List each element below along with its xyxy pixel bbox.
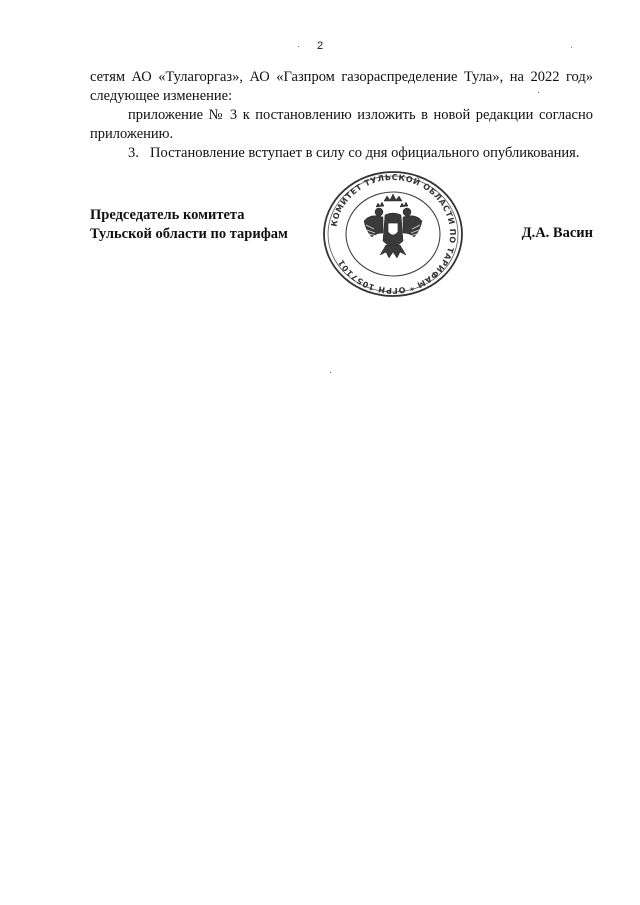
seal-ring-text: КОМИТЕТ ТУЛЬСКОЙ ОБЛАСТИ ПО ТАРИФАМ * ОГРН 1057101 <box>329 172 458 296</box>
scan-speck <box>571 47 572 48</box>
item-number: 3. <box>128 145 139 161</box>
scan-speck <box>330 372 331 373</box>
item-text: Постановление вступает в силу со дня официального опубликования. <box>150 145 580 161</box>
scan-speck <box>298 46 299 47</box>
numbered-item-3 <box>90 144 593 163</box>
signatory-title-line-1: Председатель комитета <box>90 207 245 223</box>
body-line-1: сетям АО «Тулагоргаз», АО «Газпром газораспределение Тула», на 2022 год» <box>90 69 593 85</box>
page-number: 2 <box>316 40 324 52</box>
body-line-2: следующее изменение: <box>90 88 233 104</box>
signatory-title-line-2: Тульской области по тарифам <box>90 226 288 242</box>
signatory-title <box>90 206 288 244</box>
body-paragraph-1: приложение № 3 к постановлению изложить в новой редакции согласно приложению. <box>90 107 593 142</box>
double-headed-eagle-emblem-icon <box>364 194 422 258</box>
signatory-name: Д.А. Васин <box>521 225 593 241</box>
document-body <box>90 68 593 163</box>
scan-speck <box>538 92 539 93</box>
official-seal-stamp <box>322 171 464 297</box>
